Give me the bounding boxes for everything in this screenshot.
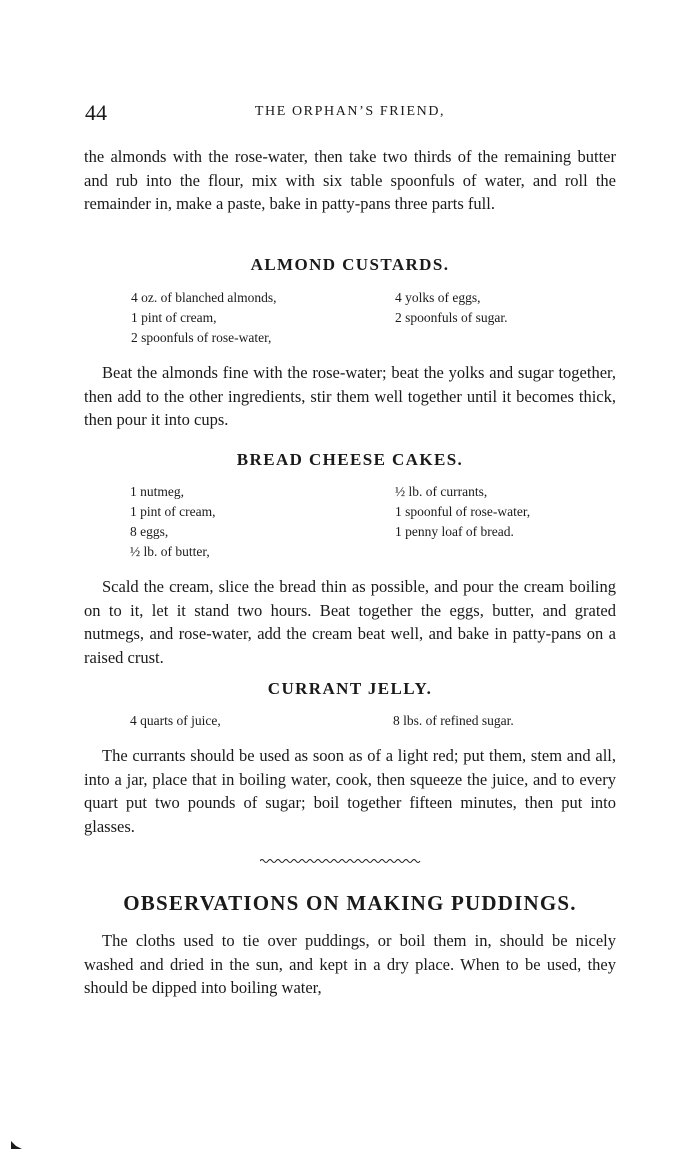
- ingredient: ½ lb. of currants,: [395, 484, 488, 499]
- recipe-title-bread-cheese-cakes: BREAD CHEESE CAKES.: [236, 450, 464, 469]
- ingredient: 1 pint of cream,: [130, 504, 216, 519]
- intro-paragraph: the almonds with the rose-water, then take two thirds of the remaining butter and rub into the flour, mix with six table spoonfuls of water, and roll the remainder in, make a paste, bake in patty-pans three parts full.: [84, 147, 616, 213]
- running-title: THE ORPHAN’S FRIEND,: [254, 104, 446, 119]
- ingredients-right-almond-custards: [395, 288, 508, 328]
- ingredient: 1 spoonful of rose-water,: [395, 504, 531, 519]
- ingredient: 1 nutmeg,: [130, 484, 184, 499]
- recipe-directions-almond-custards: Beat the almonds fine with the rose-water; beat the yolks and sugar together, then add to the other ingredients, stir them well together until it becomes thick, then pour it into cups.: [84, 363, 616, 429]
- ingredient: 1 pint of cream,: [131, 310, 217, 325]
- ingredient: 2 spoonfuls of sugar.: [395, 310, 508, 325]
- ingredients-left-currant-jelly: [130, 711, 221, 731]
- ingredients-right-currant-jelly: [393, 711, 514, 731]
- scan-corner-mark: [10, 1140, 24, 1150]
- recipe-directions-bread-cheese-cakes: Scald the cream, slice the bread thin as possible, and pour the cream boiling on to it, let it stand two hours. Beat together the eggs, butter, and grated nutmegs, and rose-water, add the cream beat well, and bake in patty-pans on a raised crust.: [84, 577, 616, 667]
- ingredient: 4 quarts of juice,: [130, 713, 221, 728]
- ingredients-left-almond-custards: [131, 288, 276, 348]
- ingredient: 2 spoonfuls of rose-water,: [131, 330, 272, 345]
- page-number: 44: [85, 100, 107, 125]
- ornamental-divider: [260, 856, 422, 866]
- ingredient: 8 lbs. of refined sugar.: [393, 713, 514, 728]
- ingredient: 4 oz. of blanched almonds,: [131, 290, 277, 305]
- section-paragraph: The cloths used to tie over puddings, or boil them in, should be nicely washed and dried in the sun, and kept in a dry place. When to be used, they should be dipped into boiling water,: [84, 931, 616, 997]
- recipe-title-currant-jelly: CURRANT JELLY.: [267, 679, 433, 698]
- ingredient: 8 eggs,: [130, 524, 169, 539]
- section-title: OBSERVATIONS ON MAKING PUDDINGS.: [123, 891, 577, 915]
- running-head: [85, 100, 615, 130]
- recipe-directions-currant-jelly: The currants should be used as soon as of a light red; put them, stem and all, into a jar, place that in boiling water, cook, then squeeze the juice, and to every quart put two pounds of sugar; boil together fifteen minutes, then put into glasses.: [84, 746, 616, 836]
- ingredient: 1 penny loaf of bread.: [395, 524, 514, 539]
- ingredient: 4 yolks of eggs,: [395, 290, 481, 305]
- ingredient: ½ lb. of butter,: [130, 544, 210, 559]
- ingredients-right-bread-cheese-cakes: [395, 482, 530, 542]
- recipe-title-almond-custards: ALMOND CUSTARDS.: [250, 255, 450, 274]
- ingredients-left-bread-cheese-cakes: [130, 482, 215, 562]
